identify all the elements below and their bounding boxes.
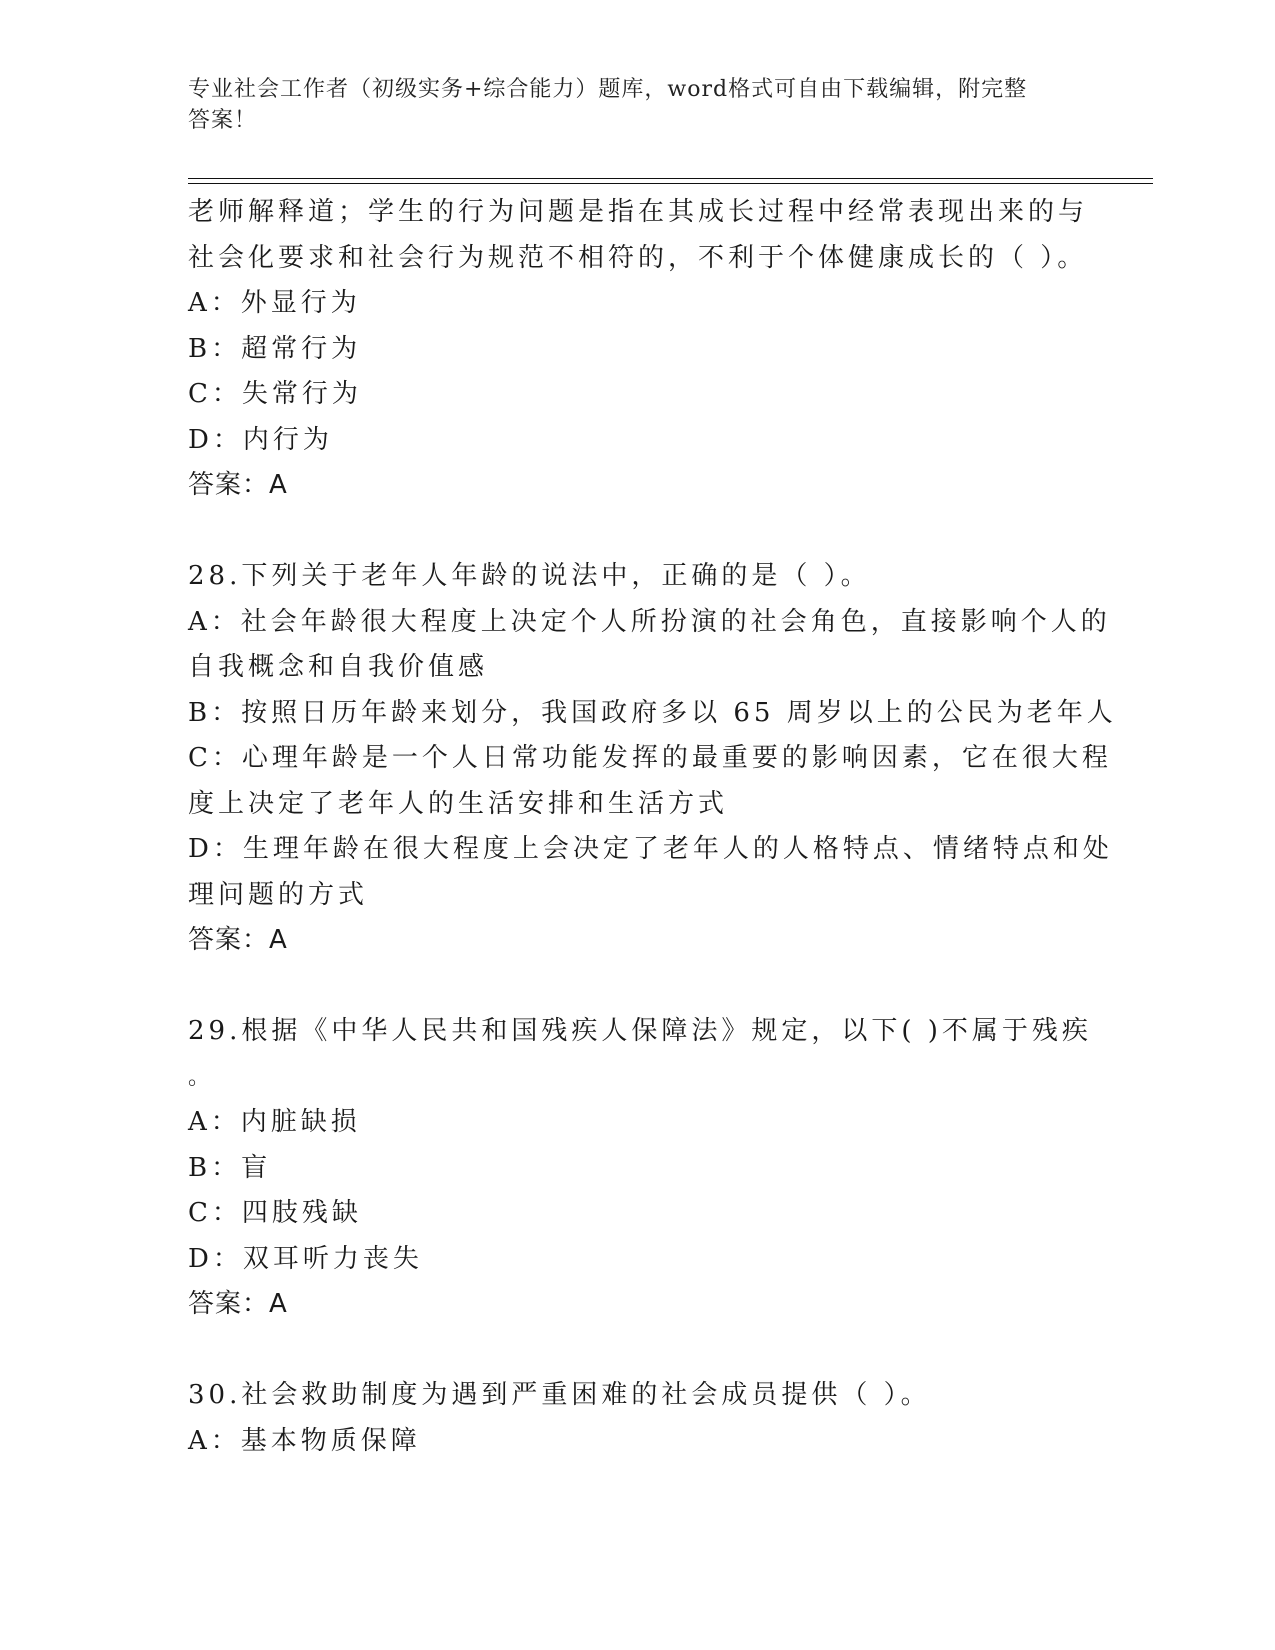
question-28 <box>188 554 1117 964</box>
option-b: B：超常行为 <box>188 333 362 364</box>
option-d: D：生理年龄在很大程度上会决定了老年人的人格特点、情绪特点和处 <box>188 834 1113 864</box>
question-stem-line: 老师解释道；学生的行为问题是指在其成长过程中经常表现出来的与 <box>188 197 1089 227</box>
header-title-line-2: 答案！ <box>188 108 258 133</box>
option-a-continued: 自我概念和自我价值感 <box>188 652 489 682</box>
answer-label: 答案：A <box>188 1289 288 1319</box>
spacer <box>188 964 1088 1010</box>
option-a: A：内脏缺损 <box>188 1107 361 1137</box>
question-30 <box>188 1373 1088 1464</box>
option-c: C：失常行为 <box>188 379 362 409</box>
option-b: B：盲 <box>188 1152 272 1183</box>
question-stem: 28.下列关于老年人年龄的说法中，正确的是（ ）。 <box>188 561 871 591</box>
answer-label: 答案：A <box>188 925 288 955</box>
option-a: A：社会年龄很大程度上决定个人所扮演的社会角色，直接影响个人的 <box>188 606 1111 637</box>
question-stem: 29.根据《中华人民共和国残疾人保障法》规定，以下( )不属于残疾 <box>188 1016 1092 1046</box>
option-a: A：外显行为 <box>188 288 361 318</box>
option-c: C：心理年龄是一个人日常功能发挥的最重要的影响因素，它在很大程 <box>188 743 1112 773</box>
option-d: D：双耳听力丧失 <box>188 1243 423 1274</box>
question-stem-line: 社会化要求和社会行为规范不相符的，不利于个体健康成长的（ ）。 <box>188 242 1088 273</box>
question-list <box>188 190 1117 1464</box>
option-d: D：内行为 <box>188 424 333 455</box>
question-29 <box>188 1009 1092 1328</box>
question-stem-continued: 。 <box>188 1064 215 1090</box>
document-header <box>188 74 1088 136</box>
question-27 <box>188 190 1088 509</box>
option-a: A：基本物质保障 <box>188 1425 421 1456</box>
option-c: C：四肢残缺 <box>188 1198 362 1228</box>
header-divider-bottom <box>188 183 1153 184</box>
question-stem: 30.社会救助制度为遇到严重困难的社会成员提供（ ）。 <box>188 1380 931 1410</box>
spacer <box>188 1328 1088 1374</box>
spacer <box>188 509 1088 555</box>
answer-label: 答案：A <box>188 470 288 500</box>
header-divider-top <box>188 178 1153 179</box>
option-b: B：按照日历年龄来划分，我国政府多以 65 周岁以上的公民为老年人 <box>188 697 1117 728</box>
header-title-line-1: 专业社会工作者（初级实务+综合能力）题库，word格式可自由下载编辑，附完整 <box>188 77 1028 102</box>
option-d-continued: 理问题的方式 <box>188 879 369 910</box>
option-c-continued: 度上决定了老年人的生活安排和生活方式 <box>188 788 729 819</box>
